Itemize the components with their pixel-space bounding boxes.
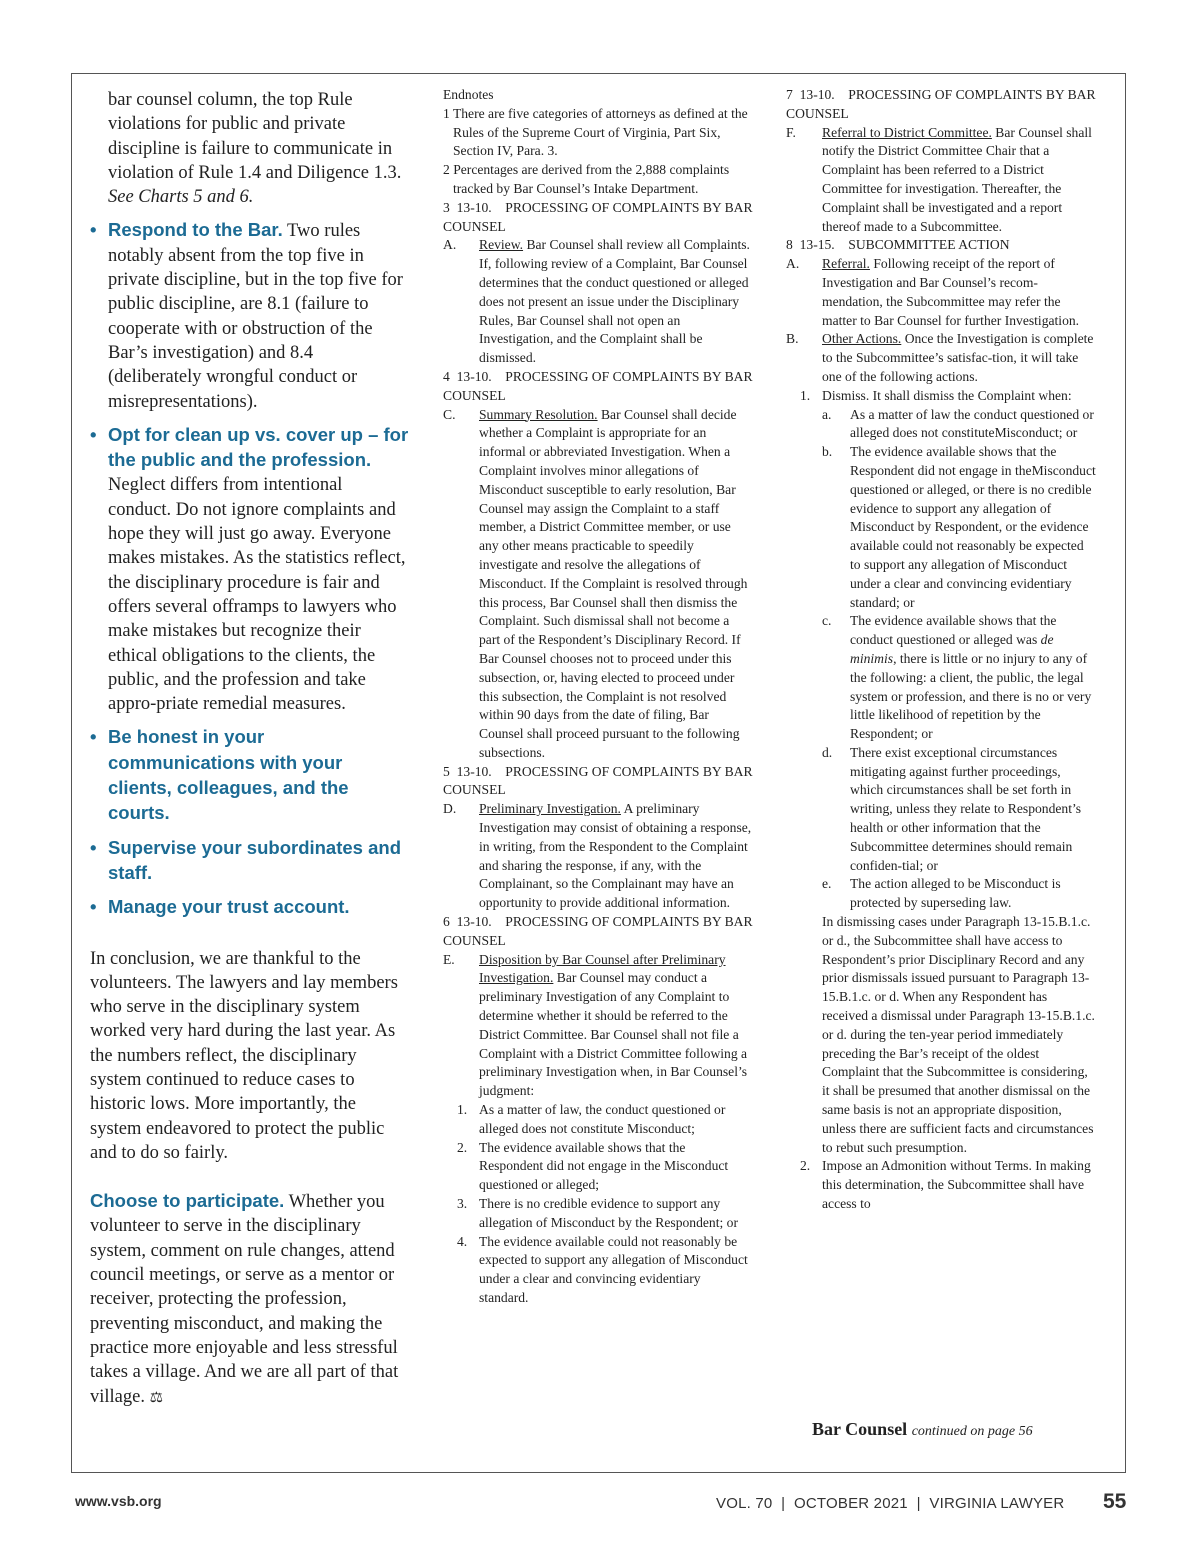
endnote-6-section: E. Disposition by Bar Counsel after Preliminary Investigation. Bar Counsel may conduct a preliminary Investigation of any Complaint to determine whether it should be referred to the District Committee. Bar Counsel shall not file a Complaint with a District Committee following a preliminary Investigation when, in Bar Counsel’s judgment: [443, 951, 748, 1099]
website-link[interactable]: www.vsb.org [75, 1493, 162, 1509]
main-article-column [90, 88, 410, 1409]
list-item: c. The evidence available shows that the conduct questioned or alleged was de minimis, there is little or no injury to any of the following: a client, the public, the legal system or profession, and there is no or very little likelihood of repetition by the Respondent; or [822, 613, 1092, 742]
list-item: a. As a matter of law the conduct questioned or alleged does not constituteMisconduct; or [822, 406, 1094, 441]
scales-icon: ⚖ [149, 1387, 164, 1406]
list-item: d. There exist exceptional circumstances mitigating against further proceedings, which circumstances shall be set forth in writing, unless they relate to Respondent’s health or other information that the Subcommittee determines should remain confiden-tial; or [822, 744, 1082, 873]
continued-notice: Bar Counsel continued on page 56 [812, 1419, 1033, 1439]
recommendations-list [90, 218, 410, 920]
endnote-3-heading: 3 13-10. PROCESSING OF COMPLAINTS BY BAR COUNSEL [443, 199, 756, 234]
endnote-1: 1 There are five categories of attorneys as defined at the Rules of the Supreme Court of Virginia, Part Six, Section IV, Para. 3. [443, 105, 748, 159]
endnote-6-heading: 6 13-10. PROCESSING OF COMPLAINTS BY BAR COUNSEL [443, 914, 756, 948]
endnote-4-section: C. Summary Resolution. Bar Counsel shall decide whether a Complaint is appropriate for an informal or abbreviated Investigation. When a Complaint involves minor allegations of Misconduct susceptible to early resolution, Bar Counsel may assign the Complaint to a staff member, a District Committee member, or use any other means practicable to speedily investigate and resolve the allegations of Misconduct. If the Complaint is resolved through this process, Bar Counsel shall then dismiss the Complaint. Such dismissal shall not become a part of the Respondent’s Disciplinary Record. If Bar Counsel chooses not to proceed under this subsection, or, having elected to proceed under this subsection, the Complaint is not resolved within 90 days from the date of filing, Bar Counsel shall proceed pursuant to the following subsections. [443, 406, 748, 760]
intro-paragraph: bar counsel column, the top Rule violations for public and private discipline is failure to communicate in violation of Rule 1.4 and Diligence 1.3. See Charts 5 and 6. [108, 90, 402, 208]
list-item: • Opt for clean up vs. cover up – for the public and the profession. Neglect differs from intentional conduct. Do not ignore complaints and hope they will just go away. Everyone makes mistakes. As the statistics reflect, the disciplinary procedure is fair and offers several offramps to lawyers who make mistakes but recognize their ethical obligations to the clients, the public, and the profession and take appro-priate remedial measures. [90, 423, 410, 717]
list-item: 2. Impose an Admonition without Terms. In making this determination, the Subcommittee shall have access to [800, 1158, 1091, 1212]
endnote-2: 2 Percentages are derived from the 2,888 complaints tracked by Bar Counsel’s Intake Department. [443, 162, 730, 196]
list-item: 1. As a matter of law, the conduct questioned or alleged does not constitute Misconduct; [457, 1102, 726, 1136]
endnote-8-section-b: B. Other Actions. Once the Investigation is complete to the Subcommittee’s satisfac-tion, it will take one of the following actions. [786, 331, 1094, 384]
list-item: • Respond to the Bar. Two rules notably absent from the top five in private discipline, but in the top five for public discipline, are 8.1 (failure to cooperate with or obstruction of the Bar’s investigation) and 8.4 (deliberately wrongful conduct or misrepresentations). [90, 218, 410, 413]
endnote-3-section: A. Review. Bar Counsel shall review all Complaints. If, following review of a Complaint, Bar Counsel determines that the conduct questioned or alleged does not present an issue under the Disciplinary Rules, Bar Counsel shall not open an Investigation, and the Complaint shall be dismissed. [443, 237, 750, 366]
endnote-5-section: D. Preliminary Investigation. A preliminary Investigation may consist of obtaining a response, in writing, from the Respondent to the Complaint and sharing the response, if any, with the Complainant, so the Complainant may have an opportunity to provide additional information. [443, 801, 752, 911]
participate-paragraph: Choose to participate. Whether you volunteer to serve in the disciplinary system, comment on rule changes, attend council meetings, or serve as a mentor or receiver, protecting the profession, preventing misconduct, and making the practice more enjoyable and less stressful takes a village. And we are all part of that village. ⚖ [90, 1190, 399, 1407]
issue-info: VOL. 70 | OCTOBER 2021 | VIRGINIA LAWYER [716, 1495, 1065, 1512]
list-item: 4. The evidence available could not reasonably be expected to support any allegation of Misconduct under a clear and convincing evidentiary standard. [457, 1233, 748, 1305]
list-item: • Manage your trust account. [90, 895, 410, 920]
endnote-5-heading: 5 13-10. PROCESSING OF COMPLAINTS BY BAR COUNSEL [443, 763, 756, 798]
page-number: 55 [1103, 1490, 1127, 1513]
list-item: • Supervise your subordinates and staff. [90, 836, 410, 887]
endnote-7-heading: 7 13-10. PROCESSING OF COMPLAINTS BY BAR COUNSEL [786, 87, 1099, 121]
endnote-4-heading: 4 13-10. PROCESSING OF COMPLAINTS BY BAR COUNSEL [443, 368, 756, 403]
list-item: b. The evidence available shows that the Respondent did not engage in theMisconduct questioned or alleged, or there is no credible evidence to support any allegation of Misconduct by Respondent, or the evidence available could not reasonably be expected to support any allegation of Misconduct under a clear and convincing evidentiary standard; or [822, 444, 1096, 610]
endnote-7-section: F. Referral to District Committee. Bar Counsel shall notify the District Committee Chair that a Complaint has been referred to a District Committee for investigation. Thereafter, the Complaint shall be investigated and a report thereof made to a Subcommittee. [786, 124, 1092, 234]
conclusion-paragraph: In conclusion, we are thankful to the volunteers. The lawyers and lay members who serve in the disciplinary system worked very hard during the last year. As the numbers reflect, the disciplinary system continued to reduce cases to historic lows. More importantly, the system endeavored to protect the public and to do so fairly. [90, 948, 398, 1163]
endnote-8-heading: 8 13-15. SUBCOMMITTEE ACTION [786, 237, 1010, 253]
endnotes-column-1 [443, 86, 756, 1308]
list-item: 3. There is no credible evidence to support any allegation of Misconduct by the Respondent; or [457, 1196, 738, 1230]
endnote-8-section-a: A. Referral. Following receipt of the report of Investigation and Bar Counsel’s recom-mendation, the Subcommittee may refer the matter to Bar Counsel for further Investigation. [786, 256, 1080, 328]
dismissal-paragraph: In dismissing cases under Paragraph 13-15.B.1.c. or d., the Subcommittee shall have access to Respondent’s prior Disciplinary Record and any prior dismissals issued pursuant to Paragraph 13-15.B.1.c. or d. When any Respondent has received a dismissal under Paragraph 13-15.B.1.c. or d. during the ten-year period immediately preceding the Bar’s receipt of the oldest Complaint that the Subcommittee is considering, it shall be presumed that another dismissal on the same basis is not an appropriate disposition, unless there are sufficient facts and circumstances to rebut such presumption. [822, 914, 1095, 1155]
list-item: 1. Dismiss. It shall dismiss the Complaint when: [800, 387, 1072, 403]
endnotes-column-2 [786, 86, 1099, 1214]
list-item: • Be honest in your communications with your clients, colleagues, and the courts. [90, 725, 410, 826]
list-item: e. The action alleged to be Misconduct is protected by superseding law. [822, 876, 1061, 911]
list-item: 2. The evidence available shows that the Respondent did not engage in the Misconduct questioned or alleged; [457, 1139, 729, 1193]
endnotes-title: Endnotes [443, 87, 494, 102]
